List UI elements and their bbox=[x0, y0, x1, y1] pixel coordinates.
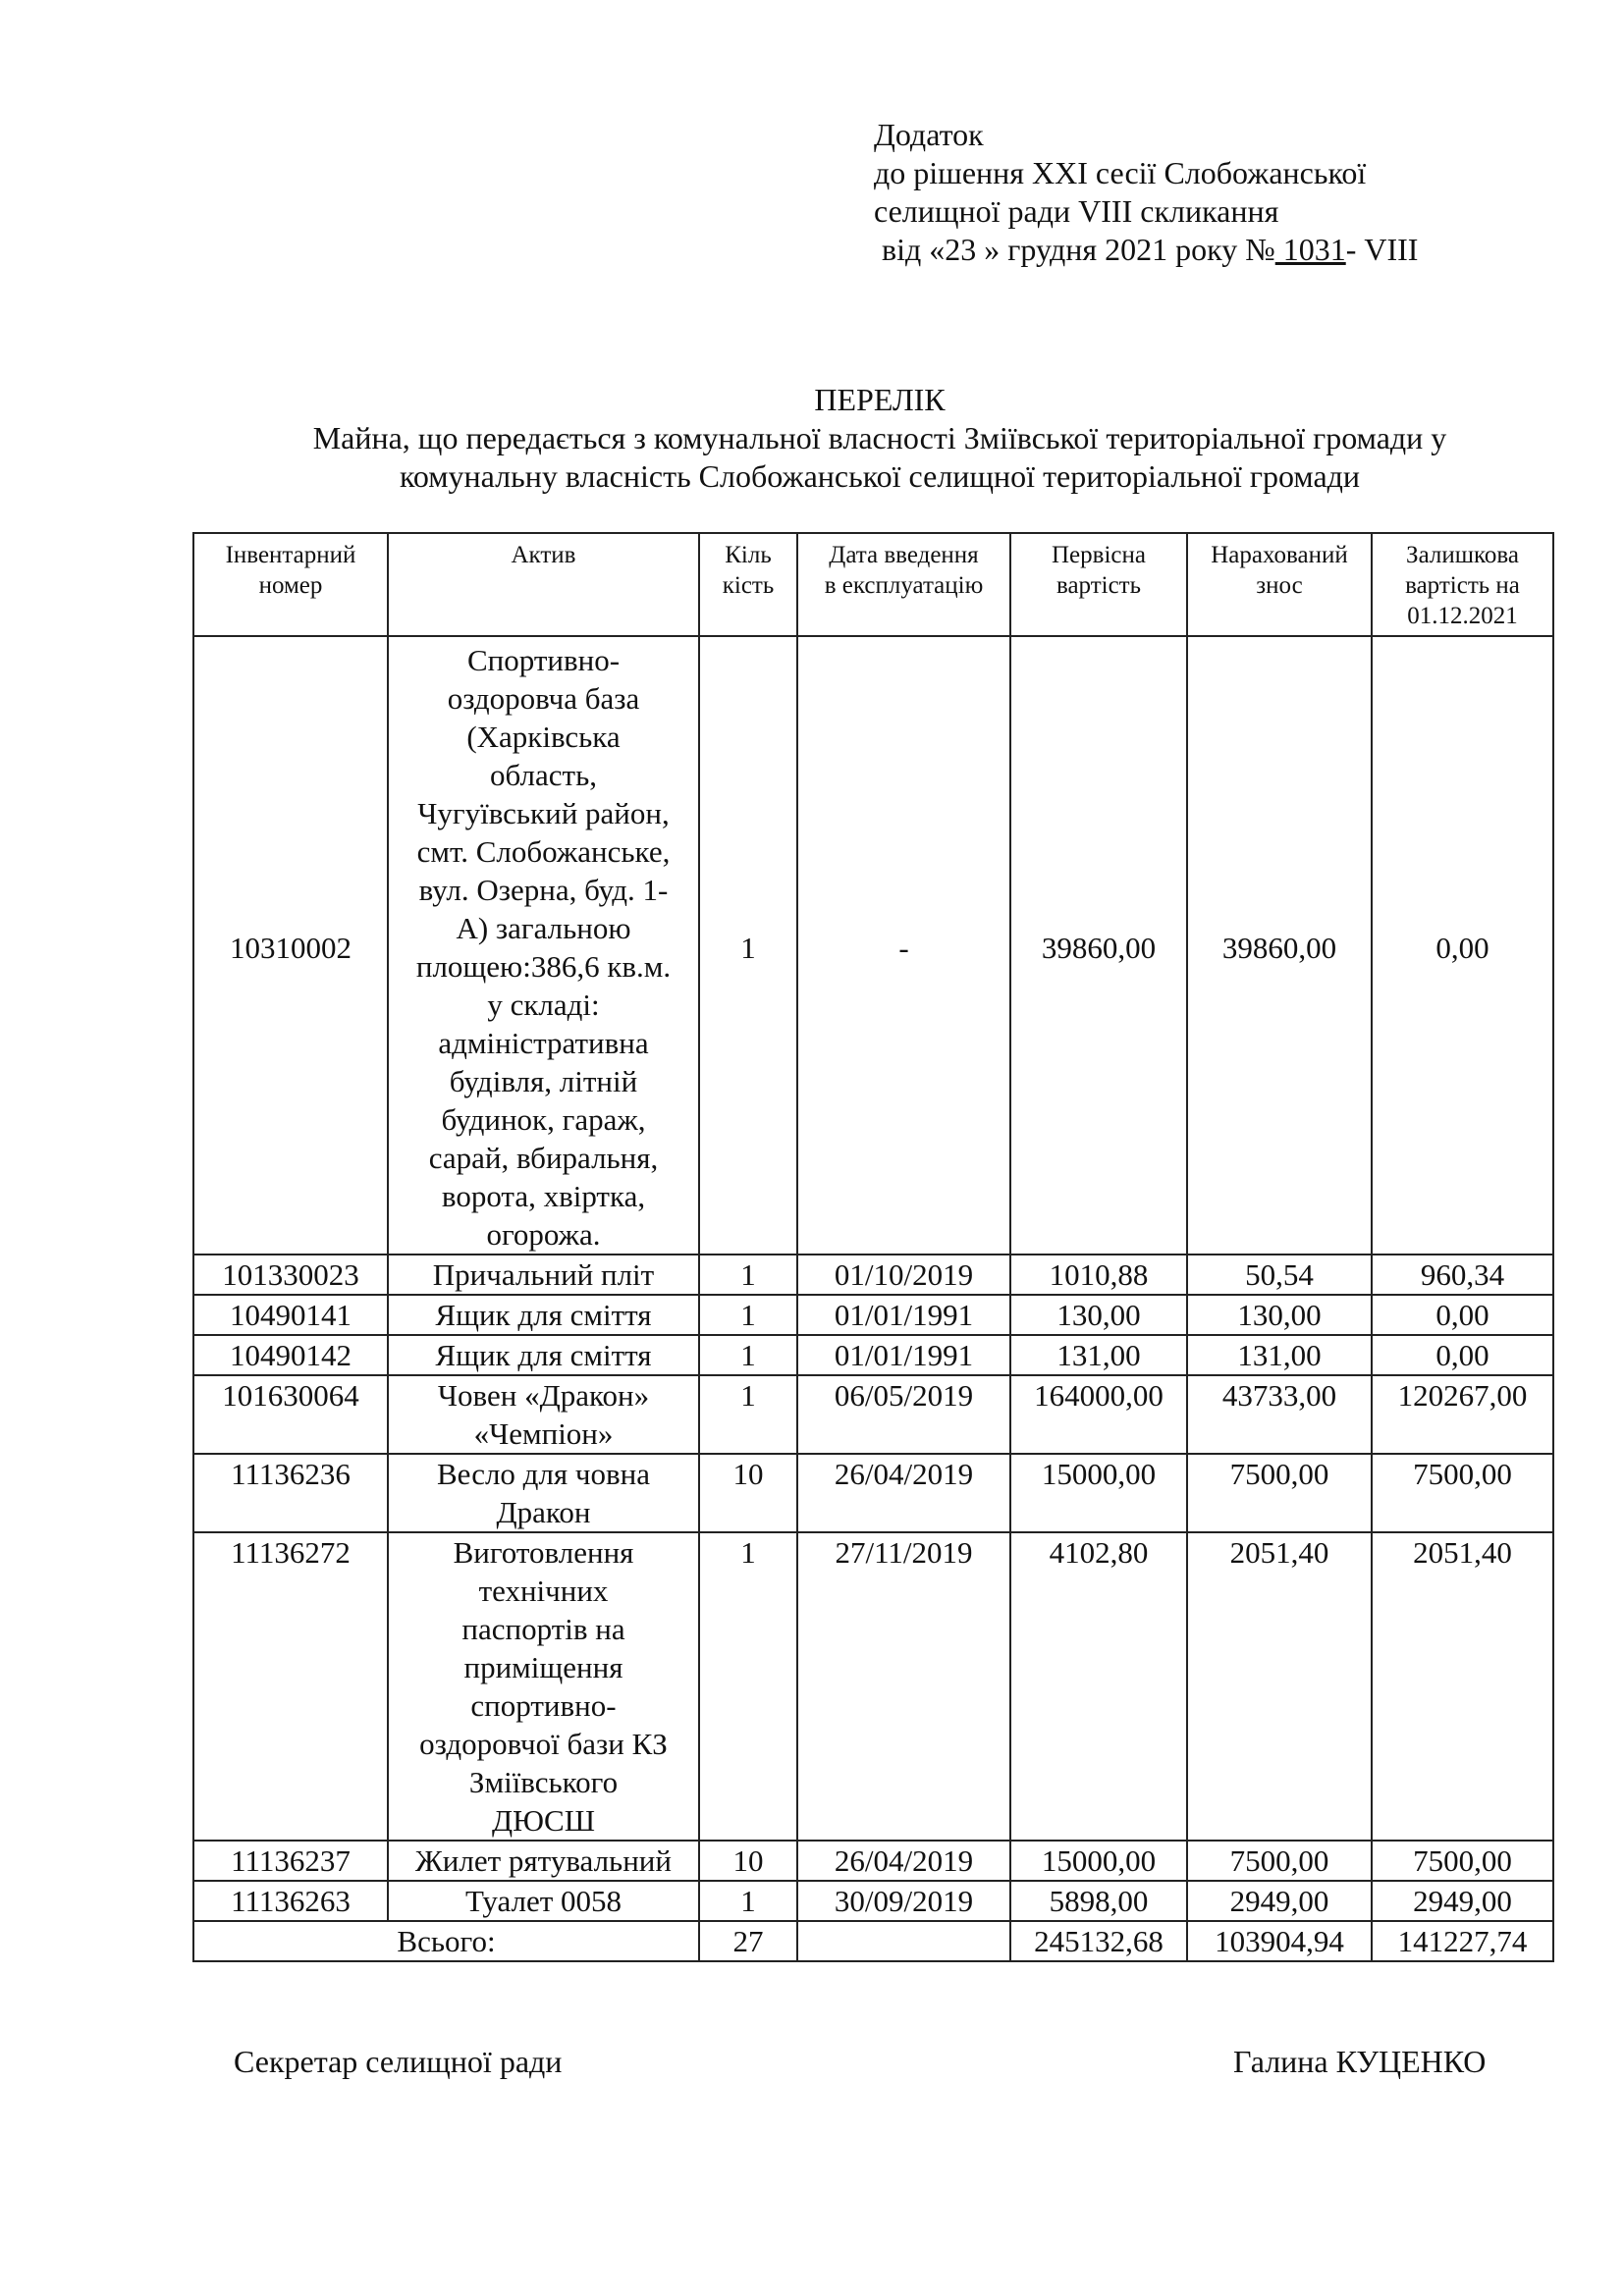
cell-initial-value: 4102,80 bbox=[1010, 1532, 1187, 1841]
cell-date: 01/01/1991 bbox=[797, 1335, 1010, 1375]
appendix-line-4 bbox=[874, 231, 1418, 269]
cell-date: 01/10/2019 bbox=[797, 1255, 1010, 1295]
cell-asset bbox=[388, 1295, 699, 1335]
appendix-line-2: до рішення XXI сесії Слобожанської bbox=[874, 155, 1367, 190]
cell-quantity: 1 bbox=[699, 1532, 797, 1841]
cell-asset bbox=[388, 1841, 699, 1881]
cell-asset bbox=[388, 1255, 699, 1295]
cell-residual-value: 7500,00 bbox=[1372, 1454, 1553, 1532]
asset-line: будинок, гараж, bbox=[441, 1102, 646, 1137]
cell-initial-value: 39860,00 bbox=[1010, 636, 1187, 1255]
cell-inventory: 11136237 bbox=[193, 1841, 388, 1881]
header-depreciation: Нарахований знос bbox=[1187, 533, 1372, 636]
asset-line: ворота, хвіртка, bbox=[441, 1179, 646, 1213]
appendix-line-3: селищної ради VIII скликання bbox=[874, 193, 1279, 229]
cell-date: 26/04/2019 bbox=[797, 1454, 1010, 1532]
asset-line: область, bbox=[490, 758, 597, 792]
header-inventory: Інвентарний номер bbox=[193, 533, 388, 636]
decision-date: від «23 » грудня 2021 року № bbox=[882, 232, 1275, 267]
cell-date: 01/01/1991 bbox=[797, 1295, 1010, 1335]
asset-line: огорожа. bbox=[486, 1217, 601, 1252]
cell-residual-value: 7500,00 bbox=[1372, 1841, 1553, 1881]
asset-line: Дракон bbox=[496, 1495, 591, 1529]
table-row bbox=[193, 1532, 1553, 1841]
total-label: Всього: bbox=[193, 1921, 699, 1961]
table-row bbox=[193, 1881, 1553, 1921]
cell-residual-value: 0,00 bbox=[1372, 1295, 1553, 1335]
asset-line: площею:386,6 кв.м. bbox=[415, 949, 672, 984]
cell-quantity: 1 bbox=[699, 1335, 797, 1375]
cell-quantity: 10 bbox=[699, 1454, 797, 1532]
asset-line: Ящик для сміття bbox=[435, 1338, 652, 1372]
cell-inventory: 11136263 bbox=[193, 1881, 388, 1921]
appendix-block bbox=[874, 116, 1418, 269]
total-depreciation: 103904,94 bbox=[1187, 1921, 1372, 1961]
asset-line: оздоровча база bbox=[447, 681, 640, 716]
appendix-line-1: Додаток bbox=[874, 117, 984, 152]
cell-date: 26/04/2019 bbox=[797, 1841, 1010, 1881]
cell-quantity: 1 bbox=[699, 1881, 797, 1921]
total-quantity: 27 bbox=[699, 1921, 797, 1961]
header-date: Дата введення в експлуатацію bbox=[797, 533, 1010, 636]
header-quantity: Кіль кість bbox=[699, 533, 797, 636]
asset-line: Весло для човна bbox=[436, 1457, 650, 1491]
convocation: - VIII bbox=[1345, 232, 1419, 267]
cell-depreciation: 39860,00 bbox=[1187, 636, 1372, 1255]
table-row bbox=[193, 1295, 1553, 1335]
cell-asset bbox=[388, 1375, 699, 1454]
asset-line: Човен «Дракон» bbox=[437, 1378, 650, 1413]
cell-date: - bbox=[797, 636, 1010, 1255]
cell-depreciation: 43733,00 bbox=[1187, 1375, 1372, 1454]
asset-line: паспортів на bbox=[461, 1612, 625, 1646]
asset-line: у складі: bbox=[487, 988, 600, 1022]
cell-initial-value: 131,00 bbox=[1010, 1335, 1187, 1375]
asset-line: (Харківська bbox=[466, 720, 621, 754]
cell-quantity: 1 bbox=[699, 1255, 797, 1295]
total-initial-value: 245132,68 bbox=[1010, 1921, 1187, 1961]
asset-line: А) загальною bbox=[456, 911, 631, 945]
table-row bbox=[193, 1454, 1553, 1532]
asset-line: технічних bbox=[478, 1574, 609, 1608]
cell-inventory: 101630064 bbox=[193, 1375, 388, 1454]
table-row bbox=[193, 1255, 1553, 1295]
asset-line: будівля, літній bbox=[449, 1064, 638, 1098]
cell-date: 27/11/2019 bbox=[797, 1532, 1010, 1841]
cell-asset bbox=[388, 636, 699, 1255]
cell-depreciation: 2949,00 bbox=[1187, 1881, 1372, 1921]
asset-line: оздоровчої бази КЗ bbox=[419, 1727, 668, 1761]
asset-line: смт. Слобожанське, bbox=[416, 834, 671, 869]
cell-residual-value: 2051,40 bbox=[1372, 1532, 1553, 1841]
cell-asset bbox=[388, 1335, 699, 1375]
cell-quantity: 1 bbox=[699, 1295, 797, 1335]
cell-inventory: 11136236 bbox=[193, 1454, 388, 1532]
cell-asset bbox=[388, 1881, 699, 1921]
cell-depreciation: 7500,00 bbox=[1187, 1841, 1372, 1881]
asset-line: приміщення bbox=[463, 1650, 623, 1684]
asset-line: Причальний пліт bbox=[432, 1257, 655, 1292]
asset-line: Туалет 0058 bbox=[464, 1884, 623, 1918]
table-row bbox=[193, 636, 1553, 1255]
asset-line: Виготовлення bbox=[453, 1535, 634, 1570]
asset-line: Чугуївський район, bbox=[417, 796, 670, 830]
cell-residual-value: 960,34 bbox=[1372, 1255, 1553, 1295]
signature-position: Секретар селищної ради bbox=[234, 2044, 563, 2079]
signature-name: Галина КУЦЕНКО bbox=[1233, 2044, 1487, 2079]
asset-line: Зміївського bbox=[468, 1765, 619, 1799]
decision-number: 1031 bbox=[1274, 232, 1346, 267]
cell-inventory: 101330023 bbox=[193, 1255, 388, 1295]
asset-line: «Чемпіон» bbox=[473, 1416, 614, 1451]
cell-inventory: 11136272 bbox=[193, 1532, 388, 1841]
cell-residual-value: 0,00 bbox=[1372, 636, 1553, 1255]
cell-initial-value: 5898,00 bbox=[1010, 1881, 1187, 1921]
asset-line: сарай, вбиральня, bbox=[428, 1141, 659, 1175]
total-date bbox=[797, 1921, 1010, 1961]
cell-initial-value: 1010,88 bbox=[1010, 1255, 1187, 1295]
cell-depreciation: 2051,40 bbox=[1187, 1532, 1372, 1841]
cell-residual-value: 2949,00 bbox=[1372, 1881, 1553, 1921]
asset-line: спортивно- bbox=[470, 1688, 617, 1723]
cell-inventory: 10490142 bbox=[193, 1335, 388, 1375]
cell-depreciation: 7500,00 bbox=[1187, 1454, 1372, 1532]
document-title bbox=[192, 381, 1567, 496]
cell-asset bbox=[388, 1532, 699, 1841]
cell-quantity: 10 bbox=[699, 1841, 797, 1881]
header-initial-value: Первісна вартість bbox=[1010, 533, 1187, 636]
cell-depreciation: 131,00 bbox=[1187, 1335, 1372, 1375]
cell-initial-value: 15000,00 bbox=[1010, 1454, 1187, 1532]
table-row bbox=[193, 1841, 1553, 1881]
cell-residual-value: 120267,00 bbox=[1372, 1375, 1553, 1454]
table-row bbox=[193, 1335, 1553, 1375]
total-residual-value: 141227,74 bbox=[1372, 1921, 1553, 1961]
title-heading: ПЕРЕЛІК bbox=[814, 382, 946, 417]
header-residual-value: Залишкова вартість на 01.12.2021 bbox=[1372, 533, 1553, 636]
asset-line: Жилет рятувальний bbox=[415, 1843, 672, 1878]
asset-line: Спортивно- bbox=[466, 643, 621, 677]
asset-line: Ящик для сміття bbox=[435, 1298, 652, 1332]
asset-line: адміністративна bbox=[438, 1026, 649, 1060]
title-line-2: комунальну власність Слобожанської селищної територіальної громади bbox=[399, 458, 1361, 494]
cell-inventory: 10310002 bbox=[193, 636, 388, 1255]
cell-quantity: 1 bbox=[699, 1375, 797, 1454]
cell-date: 06/05/2019 bbox=[797, 1375, 1010, 1454]
title-line-1: Майна, що передається з комунальної власності Зміївської територіальної громади у bbox=[312, 420, 1447, 455]
cell-initial-value: 15000,00 bbox=[1010, 1841, 1187, 1881]
table-total-row bbox=[193, 1921, 1553, 1961]
cell-initial-value: 164000,00 bbox=[1010, 1375, 1187, 1454]
cell-residual-value: 0,00 bbox=[1372, 1335, 1553, 1375]
asset-line: ДЮСШ bbox=[492, 1803, 595, 1838]
assets-table bbox=[192, 532, 1554, 1962]
table-row bbox=[193, 1375, 1553, 1454]
table-header bbox=[193, 533, 1553, 636]
cell-inventory: 10490141 bbox=[193, 1295, 388, 1335]
cell-depreciation: 50,54 bbox=[1187, 1255, 1372, 1295]
asset-line: вул. Озерна, буд. 1- bbox=[418, 873, 669, 907]
cell-initial-value: 130,00 bbox=[1010, 1295, 1187, 1335]
cell-asset bbox=[388, 1454, 699, 1532]
header-asset: Актив bbox=[388, 533, 699, 636]
cell-depreciation: 130,00 bbox=[1187, 1295, 1372, 1335]
table-body bbox=[193, 636, 1553, 1921]
cell-quantity: 1 bbox=[699, 636, 797, 1255]
cell-date: 30/09/2019 bbox=[797, 1881, 1010, 1921]
